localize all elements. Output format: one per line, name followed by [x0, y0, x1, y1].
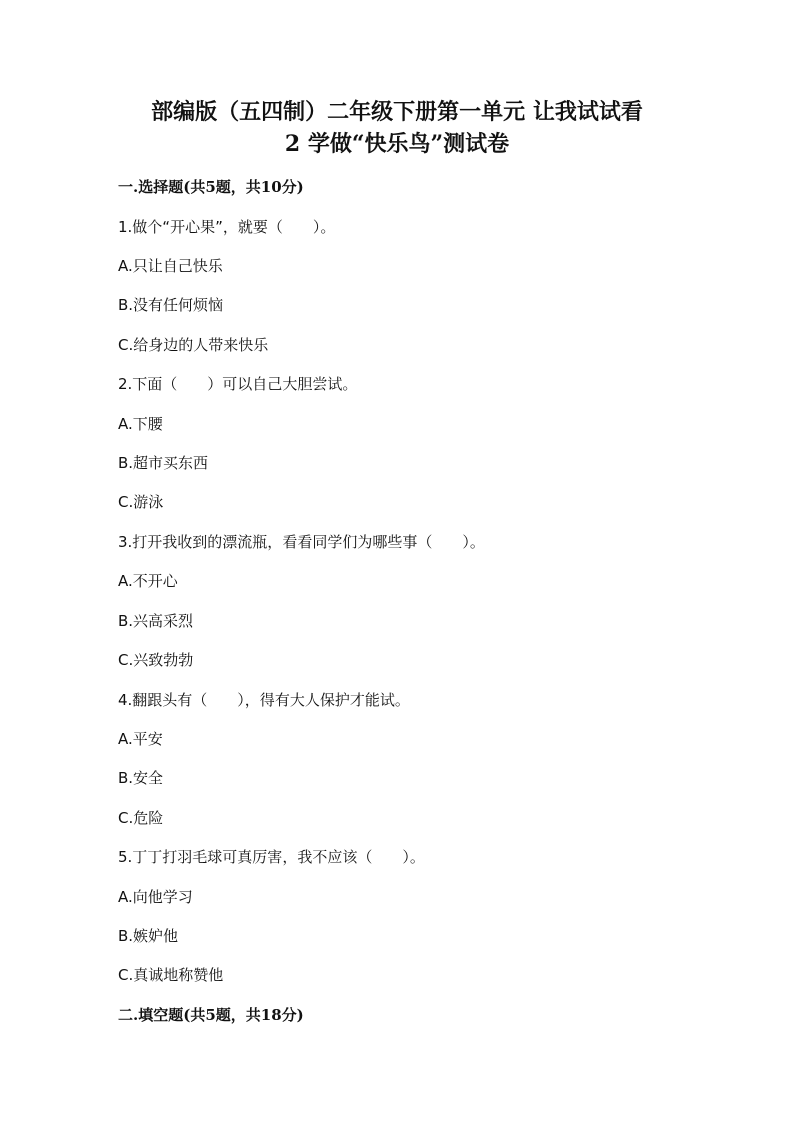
question-4-option-c: C.危险 [118, 809, 164, 827]
question-4: 4.翻跟头有（ ），得有大人保护才能试。 [118, 691, 410, 709]
question-2-option-c: C.游泳 [118, 493, 164, 511]
question-3: 3.打开我收到的漂流瓶，看看同学们为哪些事（ ）。 [118, 533, 485, 551]
question-1-option-a: A.只让自己快乐 [118, 257, 223, 275]
question-1-option-c: C.给身边的人带来快乐 [118, 336, 269, 354]
question-4-option-a: A.平安 [118, 730, 163, 748]
question-3-option-a: A.不开心 [118, 572, 178, 590]
question-5-option-a: A.向他学习 [118, 888, 193, 906]
question-5-option-c: C.真诚地称赞他 [118, 966, 224, 984]
question-2: 2.下面（ ）可以自己大胆尝试。 [118, 375, 358, 393]
question-4-option-b: B.安全 [118, 769, 164, 787]
question-2-option-b: B.超市买东西 [118, 454, 209, 472]
question-3-option-c: C.兴致勃勃 [118, 651, 194, 669]
page-title: 部编版（五四制）二年级下册第一单元 让我试试看 [151, 99, 643, 125]
question-5: 5.丁丁打羽毛球可真厉害，我不应该（ ）。 [118, 848, 425, 866]
question-1: 1.做个“开心果”，就要（ ）。 [118, 218, 336, 236]
question-2-option-a: A.下腰 [118, 415, 163, 433]
page-subtitle: 2 学做“快乐鸟”测试卷 [284, 131, 510, 157]
question-3-option-b: B.兴高采烈 [118, 612, 194, 630]
question-5-option-b: B.嫉妒他 [118, 927, 179, 945]
section-heading-choice: 一.选择题(共5题，共10分) [118, 178, 304, 196]
question-1-option-b: B.没有任何烦恼 [118, 296, 224, 314]
section-heading-fill-blank: 二.填空题(共5题，共18分) [118, 1006, 304, 1024]
